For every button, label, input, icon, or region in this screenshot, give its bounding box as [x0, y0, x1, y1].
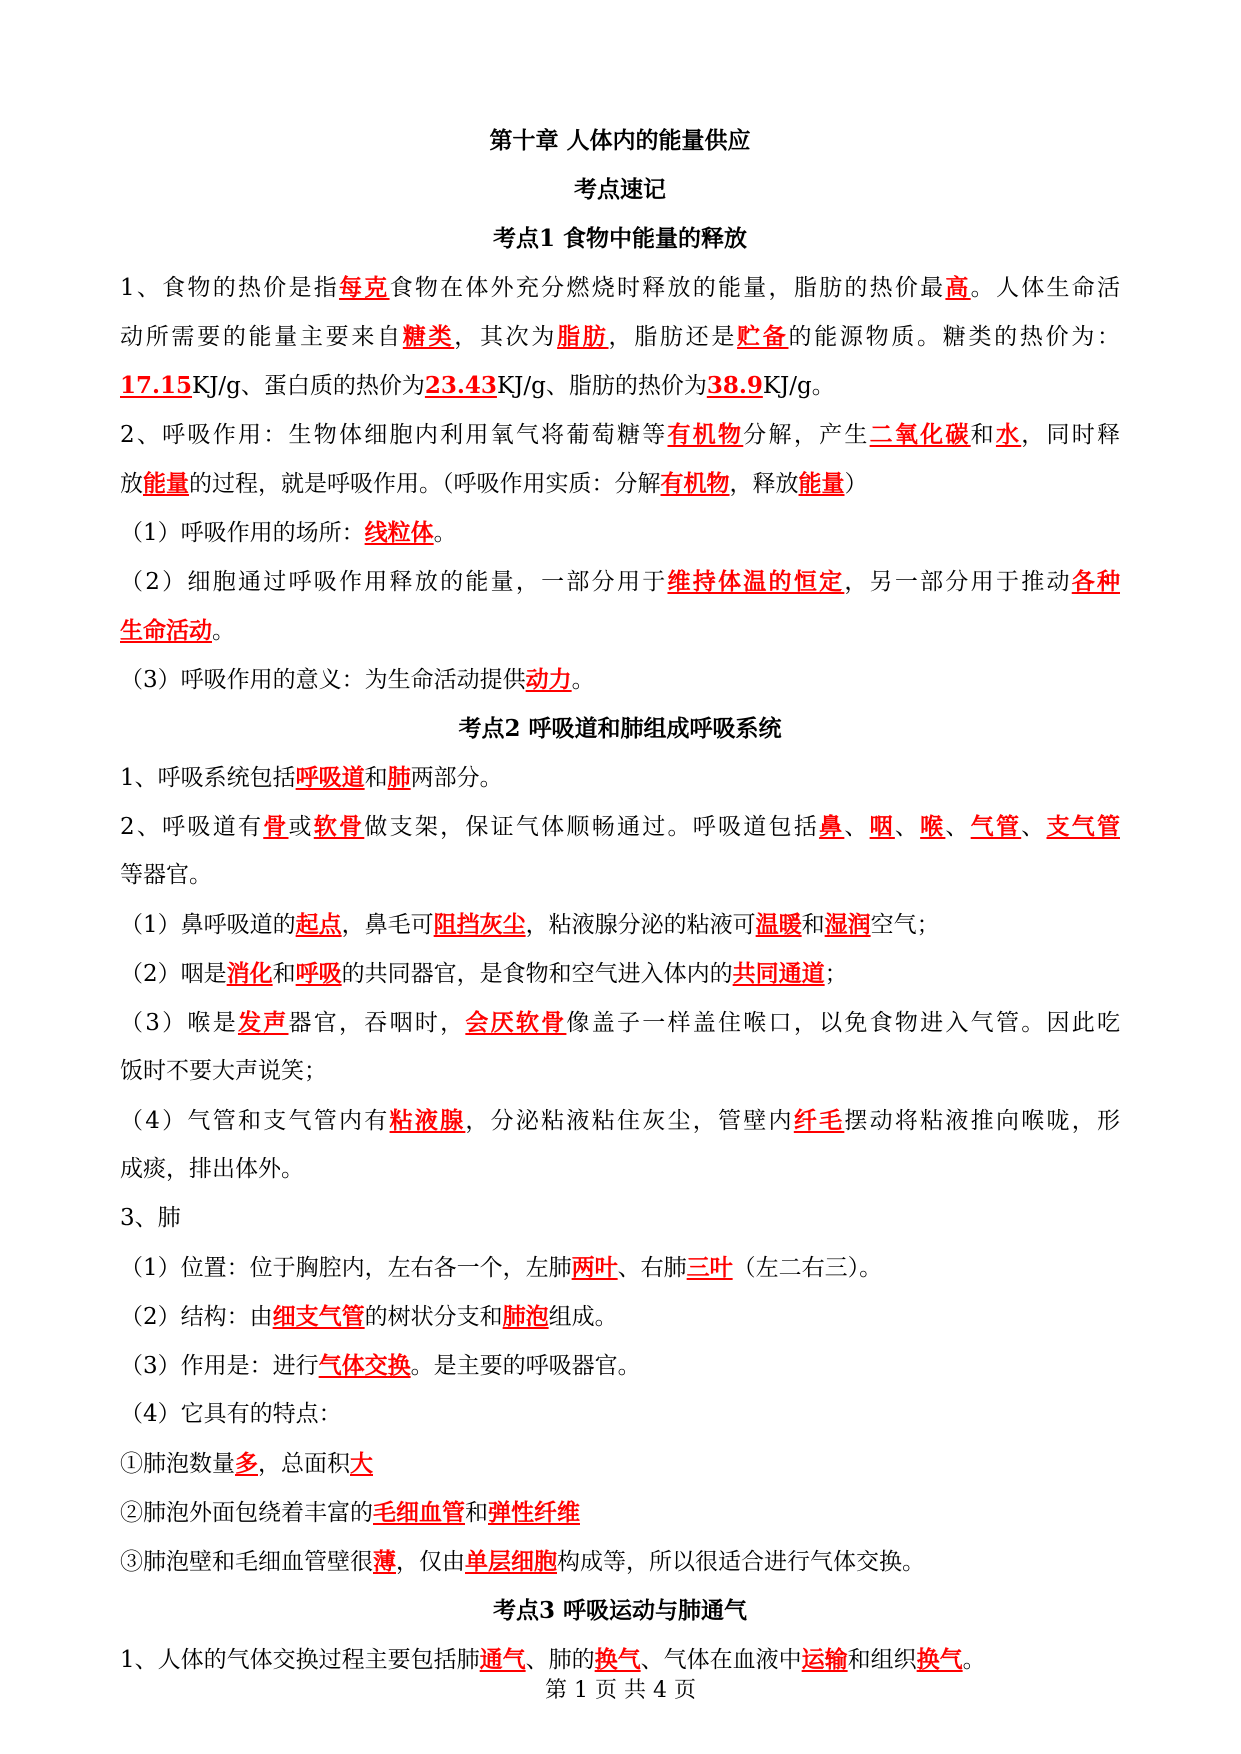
text-segment: ，粘液腺分泌的粘液可 [525, 912, 756, 938]
text-segment: ） [844, 471, 868, 497]
text-segment: （1）鼻呼吸道的 [120, 912, 296, 938]
line-content [120, 1500, 580, 1526]
answer-highlight: 贮备 [737, 323, 789, 350]
answer-highlight: 两叶 [571, 1254, 618, 1281]
text-segment: 放 [120, 471, 143, 497]
answer-highlight: 会厌软骨 [465, 1009, 567, 1036]
text-segment: 。人体生命活 [970, 275, 1120, 301]
text-line [120, 753, 1120, 802]
text-segment: 。 [433, 520, 457, 546]
answer-highlight: 气体交换 [318, 1352, 411, 1379]
section-heading [120, 214, 1120, 263]
answer-highlight: 气管 [970, 813, 1022, 840]
line-content [493, 1597, 747, 1624]
answer-highlight: 骨 [263, 813, 289, 840]
text-line [120, 606, 1120, 655]
text-segment: 动所需要的能量主要来自 [120, 324, 403, 350]
page-footer: 第 1 页 共 4 页 [545, 1678, 696, 1703]
text-segment: ，仅由 [396, 1549, 465, 1575]
line-content [493, 225, 747, 252]
text-segment: 1、食物的热价是指 [120, 275, 340, 301]
line-content [120, 1647, 986, 1673]
document-lines [120, 214, 1120, 1684]
line-content [120, 765, 503, 791]
answer-highlight: 38.9 [706, 372, 763, 399]
text-segment: 和 [801, 912, 825, 938]
text-segment: 和 [970, 422, 996, 448]
text-segment: 和 [364, 765, 388, 791]
line-content [120, 471, 868, 497]
answer-highlight: 23.43 [424, 372, 497, 399]
text-segment: 摆动将粘液推向喉咙，形 [844, 1108, 1120, 1134]
text-segment: 。 [571, 667, 595, 693]
text-segment: 3、肺 [120, 1205, 181, 1231]
line-content [120, 1096, 1120, 1146]
text-segment: KJ/g。 [762, 373, 835, 399]
answer-highlight: 呼吸 [295, 960, 342, 987]
text-segment: （1）呼吸作用的场所： [120, 520, 365, 546]
text-line [120, 1537, 1120, 1586]
text-line [120, 557, 1120, 606]
section-subtitle: 考点速记 [574, 176, 666, 203]
answer-highlight: 共同通道 [732, 960, 825, 987]
line-content [120, 410, 1120, 460]
text-segment: ，其次为 [454, 324, 558, 350]
answer-highlight: 发声 [237, 1009, 289, 1036]
answer-highlight: 薄 [373, 1548, 396, 1575]
line-content [120, 1255, 882, 1281]
line-content [120, 557, 1120, 607]
answer-highlight: 阻挡灰尘 [433, 911, 526, 938]
text-segment: 和 [465, 1500, 488, 1526]
text-line [120, 900, 1120, 949]
text-line [120, 361, 1120, 410]
answer-highlight: 大 [350, 1450, 373, 1477]
text-line [120, 312, 1120, 361]
text-line [120, 998, 1120, 1047]
line-content [120, 263, 1120, 313]
answer-highlight: 咽 [869, 813, 895, 840]
text-segment: 和组织 [847, 1647, 917, 1673]
text-segment: 考点3 呼吸运动与肺通气 [492, 1597, 747, 1624]
text-segment: 2、呼吸作用：生物体细胞内利用氧气将葡萄糖等 [120, 422, 668, 448]
answer-highlight: 肺 [387, 764, 411, 791]
text-segment: ，脂肪还是 [608, 324, 738, 350]
answer-highlight: 三叶 [686, 1254, 733, 1281]
text-segment: 分解，产生 [743, 422, 870, 448]
line-content [120, 1058, 327, 1084]
answer-highlight: 能量 [143, 470, 189, 497]
answer-highlight: 细支气管 [272, 1303, 365, 1330]
text-segment: 、 [844, 814, 870, 840]
text-line [120, 1194, 1120, 1243]
text-segment: 或 [288, 814, 314, 840]
text-segment: （3）呼吸作用的意义：为生命活动提供 [120, 667, 526, 693]
text-line [120, 1488, 1120, 1537]
text-segment: ①肺泡数量 [120, 1451, 235, 1477]
line-content [120, 1549, 925, 1575]
line-content [120, 1156, 304, 1182]
text-segment: 。 [962, 1647, 986, 1673]
answer-highlight: 喉 [920, 813, 946, 840]
text-segment: （3）作用是：进行 [120, 1353, 319, 1379]
text-line [120, 1341, 1120, 1390]
line-content [458, 715, 781, 742]
text-segment: 饭时不要大声说笑； [120, 1058, 327, 1084]
text-segment: 1、人体的气体交换过程主要包括肺 [120, 1647, 480, 1673]
answer-highlight: 软骨 [313, 813, 365, 840]
text-line [120, 508, 1120, 557]
text-segment: ； [824, 961, 848, 987]
text-segment: ，另一部分用于推动 [844, 569, 1072, 595]
text-segment: 器官，吞咽时， [288, 1010, 466, 1036]
text-segment: 。是主要的呼吸器官。 [410, 1353, 641, 1379]
answer-highlight: 换气 [594, 1646, 641, 1673]
answer-highlight: 弹性纤维 [488, 1499, 580, 1526]
line-content [120, 802, 1120, 852]
answer-highlight: 温暖 [755, 911, 802, 938]
answer-highlight: 维持体温的恒定 [667, 568, 845, 595]
text-segment: 组成。 [548, 1304, 618, 1330]
answer-highlight: 脂肪 [557, 323, 609, 350]
text-segment: ②肺泡外面包绕着丰富的 [120, 1500, 373, 1526]
text-segment: 考点2 呼吸道和肺组成呼吸系统 [458, 715, 782, 742]
text-segment: KJ/g、蛋白质的热价为 [192, 373, 425, 399]
line-content [120, 520, 457, 546]
answer-highlight: 能量 [798, 470, 845, 497]
text-line [120, 1439, 1120, 1488]
answer-highlight: 换气 [916, 1646, 963, 1673]
answer-highlight: 支气管 [1046, 813, 1120, 840]
text-segment: （1）位置：位于胸腔内，左右各一个，左肺 [120, 1255, 572, 1281]
line-content [120, 998, 1120, 1048]
text-segment: （2）结构：由 [120, 1304, 273, 1330]
chapter-title: 第十章 人体内的能量供应 [489, 127, 751, 154]
text-segment: 构成等，所以很适合进行气体交换。 [557, 1549, 925, 1575]
text-segment: 2、呼吸道有 [120, 814, 264, 840]
answer-highlight: 每克 [339, 274, 390, 301]
text-segment: 、气体在血液中 [640, 1647, 802, 1673]
answer-highlight: 湿润 [824, 911, 871, 938]
answer-highlight: 糖类 [402, 323, 455, 350]
text-line [120, 949, 1120, 998]
text-segment: （2）咽是 [120, 961, 227, 987]
text-segment: 做支架，保证气体顺畅通过。呼吸道包括 [364, 814, 820, 840]
text-line [120, 410, 1120, 459]
text-line [120, 655, 1120, 704]
text-segment: 等器官。 [120, 862, 212, 888]
answer-highlight: 消化 [226, 960, 273, 987]
text-segment: 的共同器官，是食物和空气进入体内的 [341, 961, 733, 987]
answer-highlight: 起点 [295, 911, 342, 938]
text-line [120, 263, 1120, 312]
answer-highlight: 生命活动 [120, 617, 212, 644]
text-segment: 像盖子一样盖住喉口，以免食物进入气管。因此吃 [566, 1010, 1120, 1036]
answer-highlight: 通气 [479, 1646, 526, 1673]
section-heading [120, 704, 1120, 753]
answer-highlight: 毛细血管 [373, 1499, 465, 1526]
line-content [120, 1353, 641, 1379]
text-line [120, 1047, 1120, 1096]
line-content [120, 1401, 342, 1427]
answer-highlight: 粘液腺 [389, 1107, 466, 1134]
text-segment: 考点1 食物中能量的释放 [492, 225, 747, 252]
answer-highlight: 运输 [801, 1646, 848, 1673]
text-segment: 、 [1021, 814, 1047, 840]
text-line [120, 1096, 1120, 1145]
text-segment: 、右肺 [617, 1255, 687, 1281]
answer-highlight: 二氧化碳 [869, 421, 971, 448]
answer-highlight: 纤毛 [793, 1107, 845, 1134]
text-segment: ，总面积 [258, 1451, 350, 1477]
text-line [120, 459, 1120, 508]
text-segment: 两部分。 [410, 765, 503, 791]
answer-highlight: 17.15 [120, 372, 193, 399]
answer-highlight: 线粒体 [364, 519, 434, 546]
section-heading [120, 1586, 1120, 1635]
line-content [120, 1205, 181, 1231]
text-segment: （4）气管和支气管内有 [120, 1108, 390, 1134]
answer-highlight: 有机物 [667, 421, 744, 448]
line-content [120, 1451, 373, 1477]
text-segment: 和 [272, 961, 296, 987]
line-content [120, 312, 1120, 362]
text-segment: ，同时释 [1021, 422, 1120, 448]
answer-highlight: 鼻 [819, 813, 845, 840]
text-segment: 、 [945, 814, 971, 840]
text-segment: （4）它具有的特点： [120, 1401, 342, 1427]
text-segment: 食物在体外充分燃烧时释放的能量，脂肪的热价最 [389, 275, 946, 301]
document-body [120, 116, 1120, 1684]
answer-highlight: 各种 [1071, 568, 1120, 595]
answer-highlight: 呼吸道 [295, 764, 365, 791]
answer-highlight: 单层细胞 [465, 1548, 557, 1575]
text-segment: 成痰，排出体外。 [120, 1156, 304, 1182]
text-line [120, 802, 1120, 851]
answer-highlight: 高 [945, 274, 971, 301]
answer-highlight: 有机物 [660, 470, 730, 497]
text-segment: 、肺的 [525, 1647, 595, 1673]
line-content [120, 1304, 618, 1330]
text-segment: ③肺泡壁和毛细血管壁很 [120, 1549, 373, 1575]
answer-highlight: 水 [995, 421, 1022, 448]
text-line [120, 1243, 1120, 1292]
line-content [120, 667, 595, 693]
text-segment: 的能源物质。糖类的热价为： [788, 324, 1121, 350]
text-segment: （3）喉是 [120, 1010, 238, 1036]
text-segment: 。 [212, 618, 235, 644]
text-segment: 的过程，就是呼吸作用。（呼吸作用实质：分解 [189, 471, 661, 497]
line-content [120, 618, 235, 644]
text-segment: ，分泌粘液粘住灰尘，管壁内 [465, 1108, 794, 1134]
text-segment: ，释放 [729, 471, 799, 497]
text-segment: KJ/g、脂肪的热价为 [496, 373, 707, 399]
text-line [120, 1145, 1120, 1194]
text-segment: ，鼻毛可 [341, 912, 434, 938]
text-segment: 、 [894, 814, 921, 840]
answer-highlight: 肺泡 [502, 1303, 549, 1330]
text-line [120, 1292, 1120, 1341]
line-content [120, 862, 212, 888]
text-segment: （左二右三）。 [732, 1255, 883, 1281]
text-segment: 空气； [870, 912, 940, 938]
text-segment: 1、呼吸系统包括 [120, 765, 296, 791]
text-segment: 的树状分支和 [364, 1304, 503, 1330]
text-line [120, 1390, 1120, 1439]
text-segment: （2）细胞通过呼吸作用释放的能量，一部分用于 [120, 569, 668, 595]
line-content [120, 912, 940, 938]
line-content [120, 961, 848, 987]
text-line [120, 851, 1120, 900]
answer-highlight: 多 [235, 1450, 258, 1477]
answer-highlight: 动力 [525, 666, 572, 693]
line-content [120, 373, 835, 399]
